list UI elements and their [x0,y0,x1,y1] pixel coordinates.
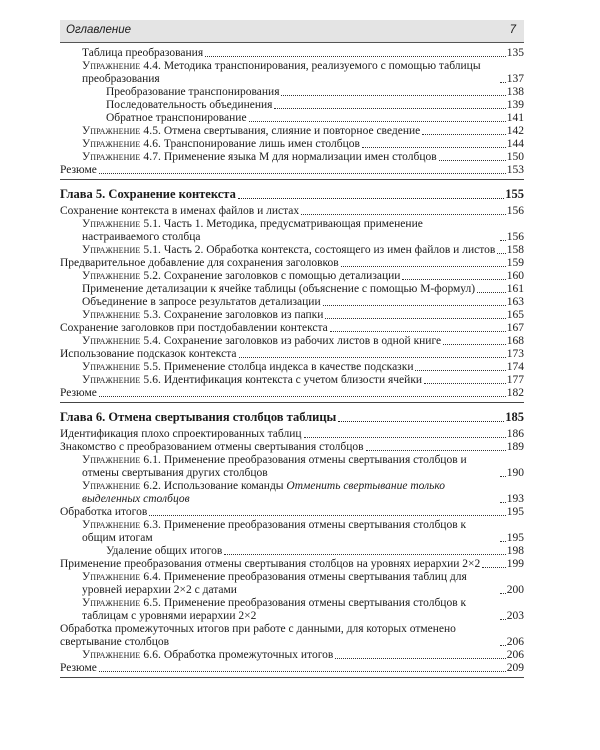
toc-entry-page: 160 [506,270,524,282]
toc-entry-title [60,441,365,454]
exercise-label: Упражнение 4.7. [82,151,162,163]
toc-entry-title [82,283,476,296]
toc-entry [60,361,524,374]
toc-entry-page: 159 [506,257,524,269]
toc-entry-page: 206 [506,649,524,661]
toc-entry-text: Использование подсказок контекста [60,348,237,360]
toc-entry-title [82,309,324,322]
toc-entry-title [82,335,442,348]
dot-leader [281,95,505,96]
exercise-label: Упражнение 6.3. [82,519,162,531]
toc-entry-page: 156 [506,231,524,243]
toc-entry [60,545,524,558]
exercise-label: Упражнение 6.4. [82,571,162,583]
toc-entry-text: Часть 1. Методика, предусматривающая применение настраиваемого столбца [82,218,423,243]
toc-entry-title [82,296,322,309]
toc-entry-page: 186 [506,428,524,440]
toc-entry-page: 177 [506,374,524,386]
toc-entry-title [82,244,496,257]
toc-entry-text: Последовательность объединения [106,99,273,111]
dot-leader [341,266,506,267]
dot-leader [238,198,504,199]
toc-entry-title [60,164,98,177]
dot-leader [415,370,505,371]
toc-entry [60,623,524,649]
toc-entry [60,348,524,361]
dot-leader [422,134,506,135]
exercise-label: Упражнение 6.5. [82,597,162,609]
exercise-label: Упражнение 5.3. [82,309,162,321]
toc-entry [60,138,524,151]
toc-entry-text: Применение преобразования отмены свертывания столбцов к таблицам с уровнями иерархии 2×2 [82,597,467,622]
toc-entry-page: 200 [506,584,524,596]
toc-entry-page: 189 [506,441,524,453]
toc-entry-title [82,519,499,545]
toc-entry [60,112,524,125]
toc-entry-page: 203 [506,610,524,622]
toc-entry-page: 182 [506,387,524,399]
toc-entry-page: 135 [506,47,524,59]
toc-entry-page: 156 [506,205,524,217]
running-header [60,20,524,43]
dot-leader [99,396,506,397]
toc-entry-text: Идентификация плохо спроектированных таблиц [60,428,302,440]
toc-entry-text: Обработка промежуточных итогов при работе с данными, для которых отменено свертывание столбцов [60,623,456,648]
toc-entry-text: Обратное транспонирование [106,112,247,124]
toc-entry [60,164,524,177]
toc-entry-page: 141 [506,112,524,124]
dot-leader [323,305,506,306]
toc-entry-text: Знакомство с преобразованием отмены свертывания столбцов [60,441,364,453]
toc-entry-text: Часть 2. Обработка контекста, состоящего из имен файлов и листов [163,244,496,256]
dot-leader [325,318,505,319]
dot-leader [424,383,506,384]
dot-leader [500,645,506,646]
toc-entry-title [60,558,481,571]
toc-entry-text: Использование команды [163,480,287,492]
chapter-heading [60,187,524,202]
toc-entry-title [106,99,273,112]
dot-leader [301,214,506,215]
dot-leader [99,173,506,174]
dot-leader [330,331,506,332]
table-of-contents [60,47,524,678]
toc-entry-text: Методика транспонирования, реализуемого с помощью таблицы преобразования [82,60,481,85]
dot-leader [500,502,506,503]
toc-entry-text: Резюме [60,387,97,399]
toc-entry-text: Таблица преобразования [82,47,204,59]
toc-entry [60,571,524,597]
toc-entry-page: 190 [506,467,524,479]
toc-entry-title [82,571,499,597]
toc-entry [60,335,524,348]
running-header-title: Оглавление [66,24,131,36]
toc-entry [60,558,524,571]
toc-entry [60,296,524,309]
toc-entry-title [82,151,438,164]
page-number: 7 [509,24,516,36]
toc-entry-text: Удаление общих итогов [106,545,223,557]
toc-entry-text: Отмена свертывания, слияние и повторное сведение [163,125,421,137]
toc-entry-page: 158 [506,244,524,256]
chapter-rule [60,179,524,180]
dot-leader [500,541,506,542]
toc-entry-page: 139 [506,99,524,111]
dot-leader [362,147,506,148]
toc-entry-title [82,480,499,506]
toc-entry-page: 163 [506,296,524,308]
chapter-rule [60,677,524,678]
toc-entry [60,60,524,86]
chapter-title: Глава 5. Сохранение контекста [60,187,236,201]
toc-entry-title [82,374,423,387]
toc-entry-page: 168 [506,335,524,347]
toc-entry [60,309,524,322]
toc-entry-text: Идентификация контекста с учетом близости ячейки [163,374,423,386]
toc-entry-page: 206 [506,636,524,648]
dot-leader [274,108,505,109]
toc-entry-title [60,322,329,335]
toc-entry [60,125,524,138]
toc-entry-text: Применение преобразования отмены свертывания столбцов к общим итогам [82,519,467,544]
toc-entry-title [60,205,300,218]
toc-entry-text: Применение языка M для нормализации имен столбцов [163,151,437,163]
dot-leader [366,450,506,451]
toc-entry [60,519,524,545]
exercise-label: Упражнение 4.6. [82,138,162,150]
toc-entry-page: 161 [506,283,524,295]
dot-leader [500,240,506,241]
toc-entry-page: 167 [506,322,524,334]
toc-entry [60,374,524,387]
toc-entry-text: Сохранение заголовков с помощью детализации [163,270,401,282]
chapter-page: 155 [505,187,524,201]
exercise-label: Упражнение 5.5. [82,361,162,373]
toc-entry-text: Обработка промежуточных итогов [163,649,334,661]
toc-entry-page: 137 [506,73,524,85]
toc-entry [60,454,524,480]
toc-entry [60,86,524,99]
toc-entry [60,218,524,244]
toc-entry-page: 198 [506,545,524,557]
toc-entry [60,205,524,218]
toc-entry-text: Резюме [60,662,97,674]
toc-entry-page: 138 [506,86,524,98]
toc-entry-title [60,662,98,675]
toc-entry-text: Транспонирование лишь имен столбцов [163,138,360,150]
toc-entry-title [82,649,334,662]
toc-entry-text: Сохранение заголовков из папки [163,309,324,321]
toc-entry [60,506,524,519]
toc-entry-page: 150 [506,151,524,163]
toc-entry-page: 174 [506,361,524,373]
toc-entry-text: Применение столбца индекса в качестве подсказки [163,361,414,373]
toc-entry-page: 144 [506,138,524,150]
toc-entry-page: 195 [506,506,524,518]
toc-entry-title [106,545,223,558]
dot-leader [402,279,505,280]
dot-leader [477,292,506,293]
toc-entry-page: 199 [506,558,524,570]
toc-entry-title [60,428,303,441]
exercise-label: Упражнение 5.2. [82,270,162,282]
toc-entry [60,428,524,441]
toc-entry [60,387,524,400]
exercise-label: Упражнение 5.1. [82,244,162,256]
toc-entry-title [82,361,414,374]
dot-leader [149,515,505,516]
toc-entry-page: 142 [506,125,524,137]
toc-entry-title [82,60,499,86]
exercise-label: Упражнение 5.4. [82,335,162,347]
toc-entry [60,257,524,270]
exercise-label: Упражнение 5.1. [82,218,162,230]
toc-entry-title [82,597,499,623]
toc-entry [60,99,524,112]
chapter-rule [60,402,524,403]
dot-leader [500,593,506,594]
chapter-page: 185 [505,410,524,424]
dot-leader [224,554,505,555]
toc-entry-title [60,623,499,649]
toc-entry-text: Обработка итогов [60,506,148,518]
dot-leader [205,56,506,57]
command-name: Отменить свертывание только выделенных столбцов [82,480,446,505]
toc-entry-page: 209 [506,662,524,674]
toc-entry-text: Сохранение заголовков из рабочих листов в одной книге [163,335,442,347]
dot-leader [335,658,505,659]
toc-entry [60,597,524,623]
exercise-label: Упражнение 6.2. [82,480,162,492]
toc-entry-title [106,86,280,99]
chapter-title: Глава 6. Отмена свертывания столбцов таблицы [60,410,337,424]
toc-entry [60,244,524,257]
dot-leader [497,253,506,254]
toc-entry-title [60,348,238,361]
toc-entry-text: Применение детализации к ячейке таблицы (объяснение с помощью M-формул) [82,283,476,295]
dot-leader [500,476,506,477]
dot-leader [443,344,506,345]
dot-leader [500,619,506,620]
toc-entry [60,47,524,60]
exercise-label: Упражнение 5.6. [82,374,162,386]
toc-entry-title [106,112,248,125]
toc-entry-text: Преобразование транспонирования [106,86,280,98]
dot-leader [249,121,506,122]
toc-entry [60,649,524,662]
toc-entry-title [82,218,499,244]
toc-entry-text: Применение преобразования отмены свертывания столбцов и отмены свертывания других столбцов [82,454,467,479]
toc-entry-text: Предварительное добавление для сохранения заголовков [60,257,339,269]
dot-leader [239,357,506,358]
toc-entry-title [82,270,401,283]
toc-entry-title [82,138,361,151]
toc-entry-page: 153 [506,164,524,176]
exercise-label: Упражнение 6.1. [82,454,162,466]
toc-entry-title [60,257,340,270]
exercise-label: Упражнение 4.5. [82,125,162,137]
toc-entry-page: 165 [506,309,524,321]
exercise-label: Упражнение 4.4. [82,60,162,72]
toc-entry [60,270,524,283]
toc-entry-text: Резюме [60,164,97,176]
toc-entry-text: Сохранение заголовков при постдобавлении контекста [60,322,328,334]
dot-leader [500,82,506,83]
toc-entry-page: 193 [506,493,524,505]
dot-leader [304,437,506,438]
toc-entry-title [60,506,148,519]
chapter-heading [60,410,524,425]
toc-entry [60,283,524,296]
toc-entry-title [82,454,499,480]
dot-leader [99,671,506,672]
toc-entry-page: 173 [506,348,524,360]
toc-entry [60,480,524,506]
toc-entry [60,322,524,335]
toc-entry-title [82,47,204,60]
toc-entry-text: Сохранение контекста в именах файлов и листах [60,205,300,217]
exercise-label: Упражнение 6.6. [82,649,162,661]
toc-entry-title [60,387,98,400]
toc-entry [60,662,524,675]
toc-entry [60,151,524,164]
toc-entry-text: Применение преобразования отмены свертывания столбцов на уровнях иерархии 2×2 [60,558,481,570]
toc-entry-page: 195 [506,532,524,544]
dot-leader [439,160,506,161]
toc-entry-text: Применение преобразования отмены свертывания таблиц для уровней иерархии 2×2 с датами [82,571,467,596]
toc-entry-text: Объединение в запросе результатов детализации [82,296,321,308]
toc-entry-title [82,125,421,138]
toc-entry [60,441,524,454]
dot-leader [482,567,505,568]
dot-leader [338,421,504,422]
